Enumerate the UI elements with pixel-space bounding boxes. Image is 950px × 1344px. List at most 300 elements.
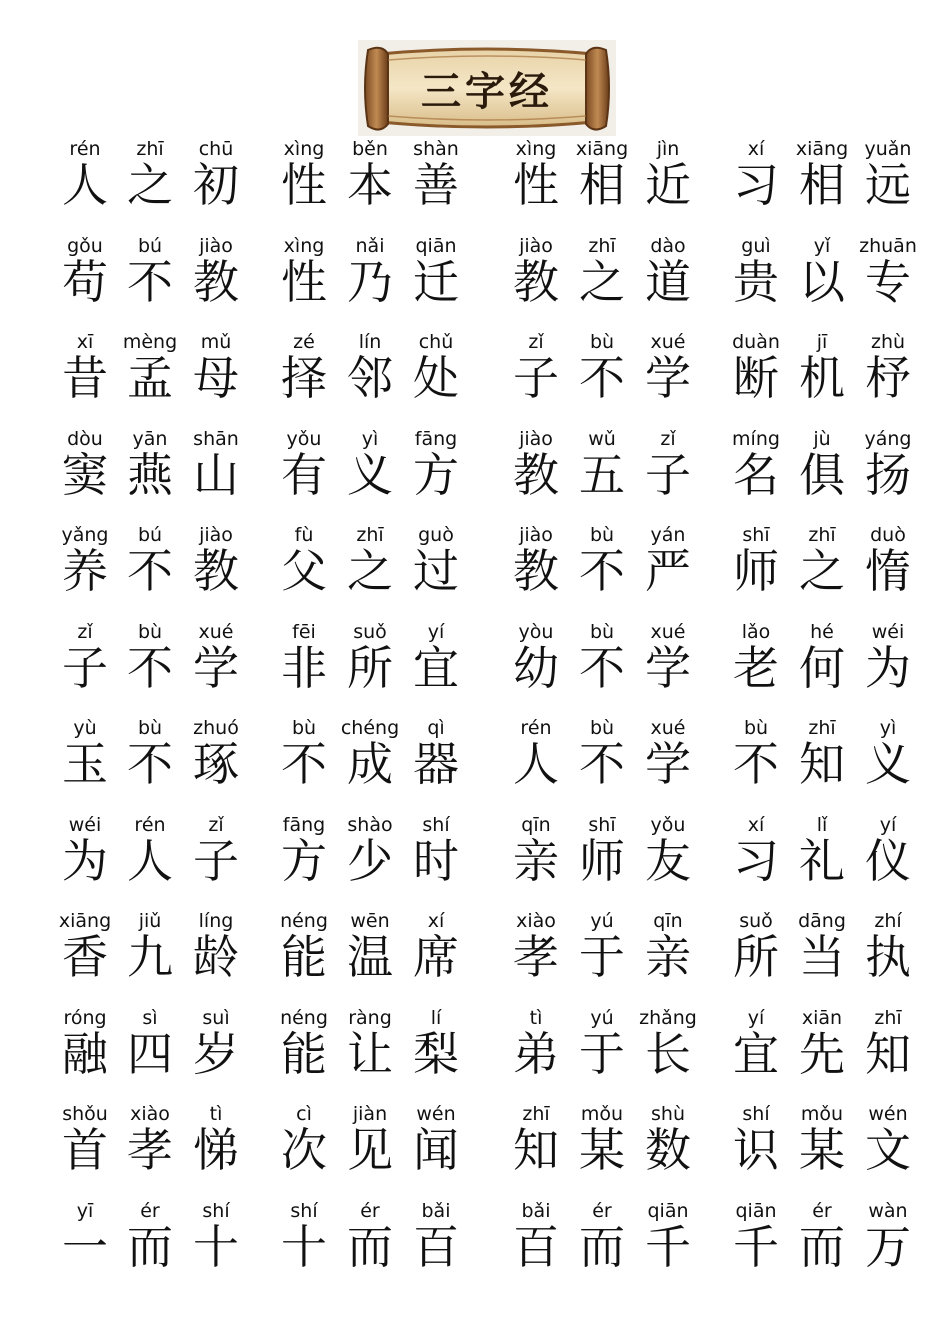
hanzi-character: 不 bbox=[579, 737, 625, 791]
character-cell bbox=[501, 620, 571, 710]
hanzi-character: 悌 bbox=[193, 1123, 239, 1177]
hanzi-character: 杼 bbox=[865, 351, 911, 405]
pinyin-label: chū bbox=[198, 138, 234, 160]
hanzi-character: 融 bbox=[62, 1026, 108, 1081]
pinyin-label: dào bbox=[650, 234, 686, 257]
pinyin-label: mǔ bbox=[200, 331, 232, 353]
character-cell bbox=[567, 716, 637, 806]
hanzi-character: 十 bbox=[193, 1219, 239, 1274]
hanzi-character: 方 bbox=[413, 447, 459, 502]
hanzi-character: 文 bbox=[865, 1123, 911, 1177]
character-cell bbox=[401, 330, 471, 420]
hanzi-character: 仪 bbox=[865, 833, 911, 888]
pinyin-label: rén bbox=[520, 717, 552, 739]
hanzi-character: 四 bbox=[127, 1026, 173, 1081]
character-cell bbox=[721, 1199, 791, 1289]
hanzi-character: 数 bbox=[645, 1123, 691, 1177]
pinyin-label: wàn bbox=[868, 1199, 908, 1222]
hanzi-character: 某 bbox=[579, 1123, 625, 1177]
character-cell bbox=[633, 1199, 703, 1289]
pinyin-label: yǎng bbox=[61, 524, 109, 546]
pinyin-label: yán bbox=[650, 524, 686, 546]
hanzi-character: 不 bbox=[281, 737, 327, 791]
pinyin-label: bù bbox=[589, 717, 615, 739]
pinyin-label: chǔ bbox=[418, 331, 454, 353]
character-cell bbox=[269, 137, 339, 227]
character-cell bbox=[335, 523, 405, 613]
pinyin-label: bú bbox=[137, 524, 163, 546]
pinyin-label: jiào bbox=[519, 427, 553, 450]
hanzi-character: 于 bbox=[579, 930, 625, 984]
hanzi-character: 所 bbox=[733, 930, 779, 984]
character-cell bbox=[181, 427, 251, 517]
pinyin-label: tì bbox=[529, 1006, 543, 1029]
pinyin-label: yān bbox=[132, 427, 168, 450]
pinyin-label: jiàn bbox=[352, 1103, 388, 1125]
pinyin-label: zhī bbox=[356, 524, 384, 546]
character-cell bbox=[853, 716, 923, 806]
character-cell bbox=[787, 1006, 857, 1096]
hanzi-character: 择 bbox=[281, 351, 327, 405]
character-cell bbox=[787, 427, 857, 517]
pinyin-label: wén bbox=[416, 1103, 456, 1125]
hanzi-character: 知 bbox=[799, 737, 845, 791]
pinyin-label: jiǔ bbox=[138, 910, 162, 932]
pinyin-label: mǒu bbox=[800, 1103, 844, 1125]
hanzi-character: 孝 bbox=[127, 1123, 173, 1177]
character-cell bbox=[633, 1006, 703, 1096]
hanzi-character: 识 bbox=[733, 1123, 779, 1177]
pinyin-label: jiào bbox=[199, 234, 233, 257]
pinyin-label: wǔ bbox=[588, 427, 616, 450]
hanzi-character: 为 bbox=[62, 833, 108, 888]
character-cell bbox=[50, 813, 120, 903]
character-cell bbox=[501, 909, 571, 999]
character-cell bbox=[787, 523, 857, 613]
character-cell bbox=[401, 620, 471, 710]
character-cell bbox=[721, 1006, 791, 1096]
hanzi-character: 不 bbox=[127, 544, 173, 598]
pinyin-label: chéng bbox=[340, 717, 400, 739]
hanzi-character: 教 bbox=[513, 544, 559, 598]
pinyin-label: zhī bbox=[588, 234, 616, 257]
pinyin-label: yí bbox=[879, 813, 897, 836]
character-cell bbox=[501, 427, 571, 517]
pinyin-label: guì bbox=[741, 234, 771, 257]
hanzi-character: 方 bbox=[281, 833, 327, 888]
pinyin-label: ér bbox=[592, 1199, 612, 1222]
character-cell bbox=[501, 234, 571, 324]
character-cell bbox=[787, 620, 857, 710]
pinyin-label: shàn bbox=[413, 138, 459, 160]
hanzi-character: 善 bbox=[413, 158, 459, 212]
hanzi-character: 何 bbox=[799, 640, 845, 695]
hanzi-character: 教 bbox=[513, 254, 559, 309]
pinyin-label: suǒ bbox=[353, 620, 387, 643]
pinyin-label: xué bbox=[650, 620, 686, 643]
pinyin-label: zǐ bbox=[208, 813, 224, 836]
pinyin-label: qiān bbox=[415, 234, 457, 257]
pinyin-label: shù bbox=[651, 1103, 685, 1125]
pinyin-label: bù bbox=[743, 717, 769, 739]
character-cell bbox=[567, 427, 637, 517]
hanzi-character: 长 bbox=[645, 1026, 691, 1081]
character-cell bbox=[335, 1102, 405, 1192]
hanzi-character: 不 bbox=[579, 640, 625, 695]
character-cell bbox=[853, 137, 923, 227]
character-cell bbox=[181, 620, 251, 710]
hanzi-character: 某 bbox=[799, 1123, 845, 1177]
character-cell bbox=[633, 137, 703, 227]
pinyin-label: yǒu bbox=[286, 427, 322, 450]
pinyin-label: néng bbox=[280, 1006, 328, 1029]
character-cell bbox=[50, 716, 120, 806]
pinyin-label: bù bbox=[291, 717, 317, 739]
hanzi-character: 弟 bbox=[513, 1026, 559, 1081]
character-cell bbox=[501, 137, 571, 227]
hanzi-character: 而 bbox=[347, 1219, 393, 1274]
pinyin-label: dòu bbox=[67, 427, 103, 450]
character-cell bbox=[181, 523, 251, 613]
hanzi-character: 子 bbox=[62, 640, 108, 695]
character-cell bbox=[115, 620, 185, 710]
pinyin-label: ér bbox=[140, 1199, 160, 1222]
hanzi-character: 教 bbox=[193, 544, 239, 598]
character-cell bbox=[115, 1102, 185, 1192]
pinyin-label: mèng bbox=[122, 331, 178, 353]
hanzi-character: 习 bbox=[733, 158, 779, 212]
character-cell bbox=[401, 716, 471, 806]
hanzi-character: 首 bbox=[62, 1123, 108, 1177]
hanzi-character: 执 bbox=[865, 930, 911, 984]
hanzi-character: 迁 bbox=[413, 254, 459, 309]
character-cell bbox=[853, 523, 923, 613]
hanzi-character: 学 bbox=[645, 737, 691, 791]
pinyin-label: xiào bbox=[516, 910, 556, 932]
pinyin-label: jiào bbox=[519, 524, 553, 546]
pinyin-label: lǐ bbox=[816, 813, 828, 836]
character-cell bbox=[269, 813, 339, 903]
pinyin-label: shí bbox=[290, 1199, 318, 1222]
pinyin-label: zhī bbox=[874, 1006, 902, 1029]
pinyin-label: xī bbox=[76, 331, 94, 353]
hanzi-character: 当 bbox=[799, 930, 845, 984]
hanzi-character: 一 bbox=[62, 1219, 108, 1274]
character-cell bbox=[633, 813, 703, 903]
character-cell bbox=[50, 1006, 120, 1096]
pinyin-label: xué bbox=[650, 331, 686, 353]
hanzi-character: 器 bbox=[413, 737, 459, 791]
hanzi-character: 之 bbox=[347, 544, 393, 598]
character-cell bbox=[567, 1102, 637, 1192]
character-cell bbox=[501, 716, 571, 806]
character-cell bbox=[401, 1102, 471, 1192]
character-cell bbox=[115, 137, 185, 227]
pinyin-label: bù bbox=[589, 331, 615, 353]
pinyin-label: yú bbox=[590, 1006, 614, 1029]
hanzi-character: 孝 bbox=[513, 930, 559, 984]
pinyin-label: líng bbox=[198, 910, 234, 932]
hanzi-character: 燕 bbox=[127, 447, 173, 502]
hanzi-character: 成 bbox=[347, 737, 393, 791]
page-title: 三字经 bbox=[421, 67, 553, 115]
pinyin-label: yù bbox=[73, 717, 97, 739]
character-cell bbox=[181, 137, 251, 227]
character-cell bbox=[181, 330, 251, 420]
character-cell bbox=[633, 427, 703, 517]
hanzi-character: 亲 bbox=[513, 833, 559, 888]
pinyin-label: zhī bbox=[136, 138, 164, 160]
hanzi-character: 琢 bbox=[193, 737, 239, 791]
pinyin-label: bù bbox=[137, 620, 163, 643]
hanzi-character: 习 bbox=[733, 833, 779, 888]
character-cell bbox=[721, 137, 791, 227]
character-cell bbox=[269, 427, 339, 517]
pinyin-label: rén bbox=[134, 813, 166, 836]
hanzi-character: 能 bbox=[281, 1026, 327, 1081]
character-cell bbox=[787, 813, 857, 903]
pinyin-label: bù bbox=[589, 620, 615, 643]
pinyin-label: yí bbox=[747, 1006, 765, 1029]
character-cell bbox=[335, 234, 405, 324]
character-cell bbox=[633, 234, 703, 324]
hanzi-character: 九 bbox=[127, 930, 173, 984]
character-cell bbox=[567, 1006, 637, 1096]
pinyin-label: zhī bbox=[522, 1103, 550, 1125]
character-cell bbox=[269, 1102, 339, 1192]
pinyin-label: jìn bbox=[656, 138, 680, 160]
character-cell bbox=[633, 330, 703, 420]
character-cell bbox=[115, 813, 185, 903]
character-cell bbox=[50, 330, 120, 420]
pinyin-label: rén bbox=[69, 138, 101, 160]
pinyin-label: zhuān bbox=[859, 234, 917, 257]
pinyin-label: jiào bbox=[519, 234, 553, 257]
pinyin-label: shān bbox=[193, 427, 239, 450]
pinyin-label: zhǎng bbox=[639, 1006, 697, 1029]
pinyin-label: fù bbox=[294, 524, 314, 546]
hanzi-character: 千 bbox=[645, 1219, 691, 1274]
hanzi-character: 而 bbox=[127, 1219, 173, 1274]
character-cell bbox=[269, 716, 339, 806]
hanzi-character: 万 bbox=[865, 1219, 911, 1274]
hanzi-character: 玉 bbox=[62, 737, 108, 791]
pinyin-label: bǎi bbox=[521, 1199, 551, 1222]
character-cell bbox=[853, 1102, 923, 1192]
hanzi-character: 老 bbox=[733, 640, 779, 695]
pinyin-label: xiào bbox=[130, 1103, 170, 1125]
character-cell bbox=[181, 1102, 251, 1192]
hanzi-character: 教 bbox=[193, 254, 239, 309]
pinyin-label: xìng bbox=[283, 138, 325, 160]
pinyin-label: qiān bbox=[735, 1199, 777, 1222]
pinyin-label: xiāng bbox=[575, 138, 629, 160]
character-cell bbox=[501, 1006, 571, 1096]
pinyin-label: yòu bbox=[518, 620, 554, 643]
pinyin-label: yì bbox=[879, 717, 897, 739]
pinyin-label: xìng bbox=[283, 234, 325, 257]
pinyin-label: qīn bbox=[653, 910, 683, 932]
hanzi-character: 母 bbox=[193, 351, 239, 405]
character-cell bbox=[567, 523, 637, 613]
character-cell bbox=[269, 1006, 339, 1096]
hanzi-character: 让 bbox=[347, 1026, 393, 1081]
character-cell bbox=[633, 1102, 703, 1192]
hanzi-character: 俱 bbox=[799, 447, 845, 502]
hanzi-character: 惰 bbox=[865, 544, 911, 598]
character-cell bbox=[501, 330, 571, 420]
character-cell bbox=[567, 909, 637, 999]
hanzi-character: 能 bbox=[281, 930, 327, 984]
character-cell bbox=[181, 716, 251, 806]
character-cell bbox=[721, 909, 791, 999]
character-cell bbox=[787, 716, 857, 806]
hanzi-character: 有 bbox=[281, 447, 327, 502]
hanzi-character: 不 bbox=[127, 640, 173, 695]
character-cell bbox=[853, 330, 923, 420]
pinyin-label: qì bbox=[427, 717, 445, 739]
hanzi-character: 扬 bbox=[865, 447, 911, 502]
hanzi-character: 少 bbox=[347, 833, 393, 888]
pinyin-label: shí bbox=[422, 813, 450, 836]
pinyin-label: shī bbox=[588, 813, 616, 836]
pinyin-label: gǒu bbox=[67, 234, 103, 257]
pinyin-label: jù bbox=[813, 427, 831, 450]
pinyin-label: yǒu bbox=[650, 813, 686, 836]
hanzi-character: 乃 bbox=[347, 254, 393, 309]
character-cell bbox=[501, 1102, 571, 1192]
pinyin-label: qiān bbox=[647, 1199, 689, 1222]
hanzi-character: 人 bbox=[513, 737, 559, 791]
hanzi-character: 友 bbox=[645, 833, 691, 888]
character-cell bbox=[721, 234, 791, 324]
pinyin-label: duàn bbox=[732, 331, 780, 353]
character-cell bbox=[721, 1102, 791, 1192]
character-cell bbox=[269, 330, 339, 420]
character-cell bbox=[401, 234, 471, 324]
pinyin-label: shí bbox=[202, 1199, 230, 1222]
hanzi-character: 五 bbox=[579, 447, 625, 502]
character-cell bbox=[335, 909, 405, 999]
hanzi-character: 之 bbox=[799, 544, 845, 598]
hanzi-character: 窦 bbox=[62, 447, 108, 502]
pinyin-label: mǒu bbox=[580, 1103, 624, 1125]
pinyin-label: qīn bbox=[521, 813, 551, 836]
pinyin-label: xué bbox=[198, 620, 234, 643]
character-cell bbox=[721, 427, 791, 517]
hanzi-character: 相 bbox=[579, 158, 625, 212]
character-cell bbox=[567, 330, 637, 420]
hanzi-character: 见 bbox=[347, 1123, 393, 1177]
character-cell bbox=[401, 427, 471, 517]
character-cell bbox=[269, 1199, 339, 1289]
hanzi-character: 学 bbox=[193, 640, 239, 695]
hanzi-character: 师 bbox=[579, 833, 625, 888]
pinyin-label: xí bbox=[427, 910, 445, 932]
character-cell bbox=[853, 1199, 923, 1289]
character-cell bbox=[787, 234, 857, 324]
character-cell bbox=[335, 1006, 405, 1096]
hanzi-character: 幼 bbox=[513, 640, 559, 695]
pinyin-label: zǐ bbox=[77, 620, 93, 643]
character-cell bbox=[50, 1199, 120, 1289]
pinyin-label: běn bbox=[352, 138, 388, 160]
character-cell bbox=[50, 620, 120, 710]
character-cell bbox=[335, 427, 405, 517]
hanzi-character: 不 bbox=[579, 351, 625, 405]
hanzi-character: 机 bbox=[799, 351, 845, 405]
hanzi-character: 断 bbox=[733, 351, 779, 405]
hanzi-character: 非 bbox=[281, 640, 327, 695]
character-cell bbox=[401, 909, 471, 999]
character-cell bbox=[115, 427, 185, 517]
hanzi-character: 过 bbox=[413, 544, 459, 598]
hanzi-character: 邻 bbox=[347, 351, 393, 405]
character-cell bbox=[853, 909, 923, 999]
hanzi-character: 子 bbox=[645, 447, 691, 502]
hanzi-character: 教 bbox=[513, 447, 559, 502]
hanzi-character: 礼 bbox=[799, 833, 845, 888]
pinyin-label: lǎo bbox=[741, 620, 771, 643]
pinyin-label: xiāng bbox=[795, 138, 849, 160]
hanzi-character: 宜 bbox=[733, 1026, 779, 1081]
character-cell bbox=[115, 909, 185, 999]
hanzi-character: 人 bbox=[62, 158, 108, 212]
pinyin-label: zǐ bbox=[528, 331, 544, 353]
pinyin-label: yuǎn bbox=[864, 138, 912, 160]
hanzi-character: 性 bbox=[281, 158, 327, 212]
pinyin-label: cì bbox=[296, 1103, 312, 1125]
pinyin-label: ér bbox=[812, 1199, 832, 1222]
character-cell bbox=[787, 330, 857, 420]
hanzi-character: 父 bbox=[281, 544, 327, 598]
hanzi-character: 先 bbox=[799, 1026, 845, 1081]
hanzi-character: 严 bbox=[645, 544, 691, 598]
pinyin-label: dāng bbox=[798, 910, 846, 932]
hanzi-character: 知 bbox=[865, 1026, 911, 1081]
hanzi-character: 山 bbox=[193, 447, 239, 502]
pinyin-label: xiāng bbox=[58, 910, 112, 932]
pinyin-label: tì bbox=[209, 1103, 223, 1125]
character-cell bbox=[335, 330, 405, 420]
character-cell bbox=[567, 813, 637, 903]
hanzi-character: 亲 bbox=[645, 930, 691, 984]
pinyin-label: zhù bbox=[870, 331, 906, 353]
hanzi-character: 不 bbox=[579, 544, 625, 598]
character-cell bbox=[269, 909, 339, 999]
hanzi-character: 贵 bbox=[733, 254, 779, 309]
pinyin-label: wéi bbox=[68, 813, 102, 836]
character-cell bbox=[335, 1199, 405, 1289]
pinyin-label: hé bbox=[810, 620, 834, 643]
pinyin-label: ràng bbox=[348, 1006, 392, 1029]
pinyin-label: sì bbox=[142, 1006, 158, 1029]
hanzi-character: 次 bbox=[281, 1123, 327, 1177]
pinyin-label: fāng bbox=[414, 427, 458, 450]
hanzi-character: 以 bbox=[799, 254, 845, 309]
character-cell bbox=[50, 137, 120, 227]
character-cell bbox=[567, 1199, 637, 1289]
character-cell bbox=[853, 234, 923, 324]
character-cell bbox=[181, 1006, 251, 1096]
character-cell bbox=[721, 813, 791, 903]
hanzi-character: 千 bbox=[733, 1219, 779, 1274]
hanzi-character: 于 bbox=[579, 1026, 625, 1081]
pinyin-label: shī bbox=[742, 524, 770, 546]
character-cell bbox=[115, 716, 185, 806]
hanzi-character: 百 bbox=[413, 1219, 459, 1274]
pinyin-label: zǐ bbox=[660, 427, 676, 450]
